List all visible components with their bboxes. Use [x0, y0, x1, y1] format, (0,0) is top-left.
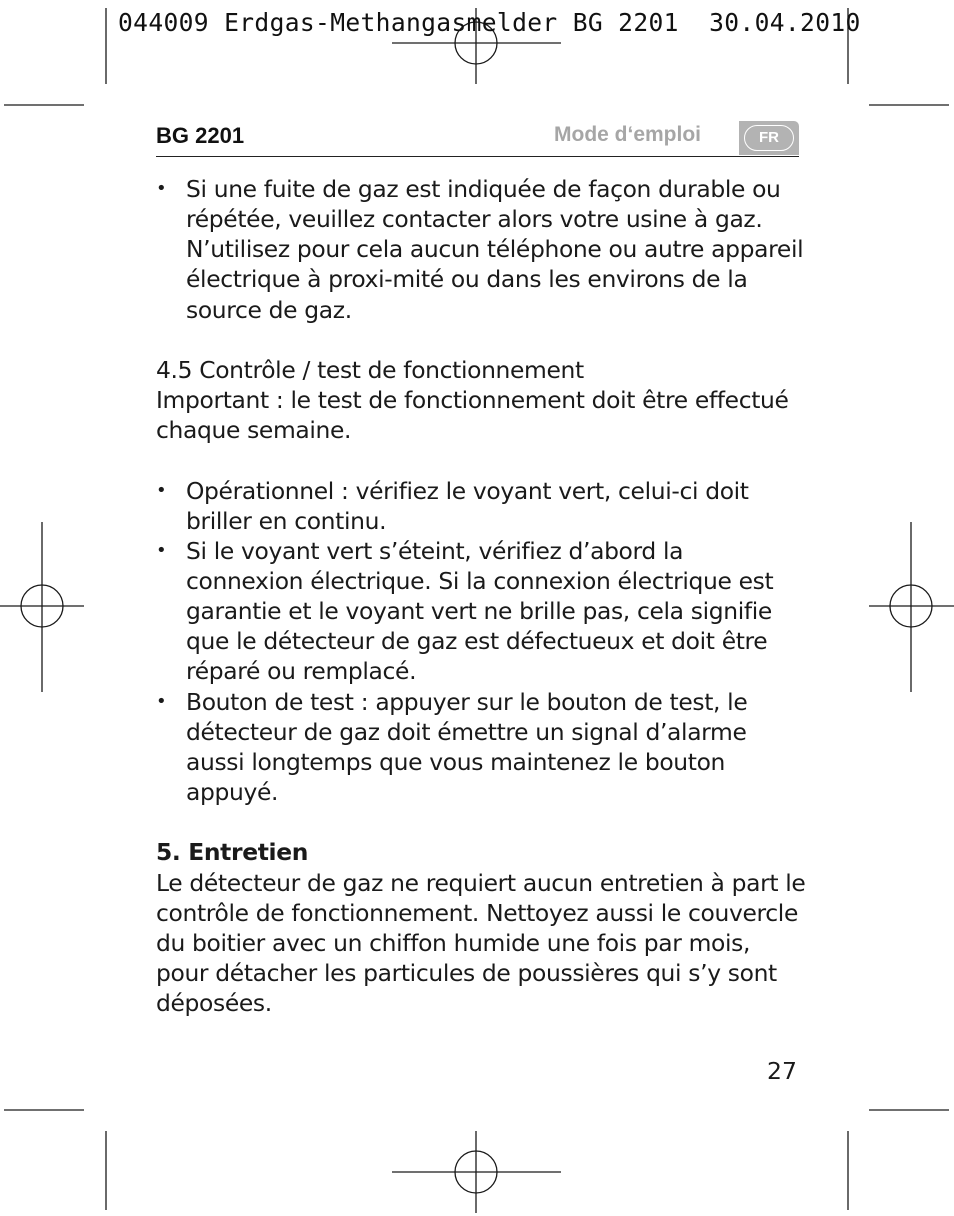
intro-bullet-list — [156, 174, 806, 325]
page-header — [156, 121, 799, 157]
registration-mark-right — [869, 522, 954, 692]
section-5-body: Le détecteur de gaz ne requiert aucun entretien à part le contrôle de fonctionnement. Nettoyez aussi le couvercle du boitier avec un chiffon humide une fois par mois, pour détacher les particules de poussières qui s’y sont déposées. — [156, 868, 806, 1018]
model-name: BG 2201 — [156, 123, 245, 148]
function-test-bullet-list — [156, 476, 806, 808]
page-content — [156, 174, 806, 1018]
list-item: • Opérationnel : vérifiez le voyant vert, celui-ci doit briller en continu. — [156, 476, 806, 536]
list-item: • Si une fuite de gaz est indiquée de façon durable ou répétée, veuillez contacter alors votre usine à gaz. N’utilisez pour cela aucun téléphone ou autre appareil électrique à proxi-mité ou dans les environs de la source de gaz. — [156, 174, 806, 325]
section-title: Mode d‘emploi — [554, 123, 701, 146]
language-tab — [739, 121, 799, 155]
section-4-5-title: 4.5 Contrôle / test de fonctionnement — [156, 355, 584, 384]
language-badge: FR — [744, 125, 794, 151]
registration-mark-left — [0, 522, 84, 692]
list-item: • Si le voyant vert s’éteint, vérifiez d’abord la connexion électrique. Si la connexion électrique est garantie et le voyant vert ne brille pas, cela signifie que le détecteur de gaz est défectueux et doit être réparé ou remplacé. — [156, 536, 806, 687]
page-number: 27 — [767, 1057, 797, 1085]
section-5-heading: 5. Entretien — [156, 838, 309, 867]
print-slug-line: 044009 Erdgas-Methangasmelder BG 2201 30.04.2010 — [118, 8, 861, 37]
section-4-5-note: Important : le test de fonctionnement doit être effectué chaque semaine. — [156, 386, 789, 445]
registration-mark-bottom — [392, 1131, 561, 1213]
list-item: • Bouton de test : appuyer sur le bouton de test, le détecteur de gaz doit émettre un signal d’alarme aussi longtemps que vous maintenez le bouton appuyé. — [156, 687, 806, 808]
